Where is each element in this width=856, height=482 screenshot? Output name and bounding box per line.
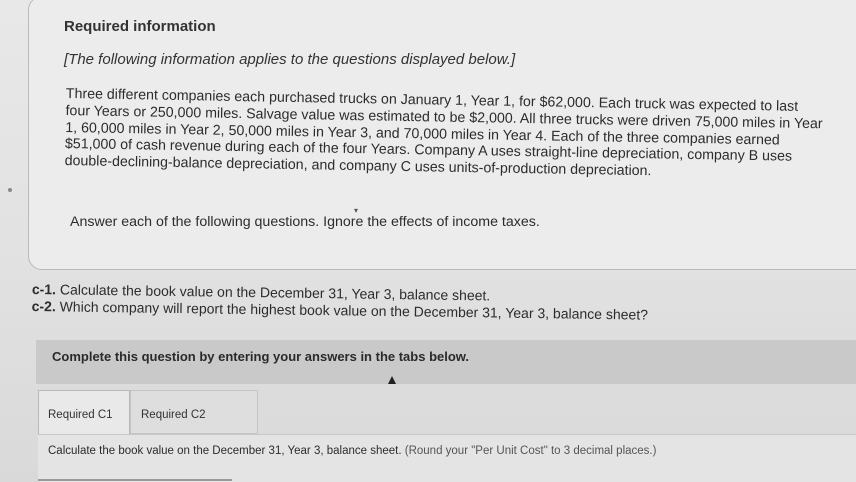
table-header-line [38,479,232,481]
info-body: Three different companies each purchased trucks on January 1, Year 1, for $62,000. Each truck was expected to last four Years or 250,000 miles. Salvage value was estimated to be $2,000. All three trucks were driven 75,000 miles in Year 1, 60,000 miles in Year 2, 50,000 miles in Year 3, and 70,000 miles in Year 4. Each of the three companies earned $51,000 of cash revenue during each of the four Years. Company A uses straight-line depreciation, company B uses double-declining-balance depreciation, and company C uses units-of-production depreciation. [64,86,823,180]
tab-content [38,434,856,482]
mouse-cursor-icon [388,376,396,384]
question-label: c-2. [31,297,56,315]
instruction-text: Complete this question by entering your answers in the tabs below. [52,349,470,364]
tab-required-c2[interactable]: Required C2 [130,390,258,434]
question-text: Calculate the book value on the December 31, Year 3, balance sheet. [55,281,491,304]
caret-icon: ▾ [354,206,359,215]
rounding-hint: (Round your "Per Unit Cost" to 3 decimal places.) [404,445,657,457]
question-label: c-1. [31,281,57,298]
margin-dot [8,188,12,192]
answer-prompt: Answer each of the following questions. Ignore the effects of income taxes. [70,214,540,230]
questions [32,281,649,324]
instruction-bar [36,340,856,384]
info-subtitle: [The following information applies to the questions displayed below.] [64,51,516,68]
info-title: Required information [64,18,216,35]
tab-instruction [48,445,656,457]
tab-instruction-text: Calculate the book value on the December 31, Year 3, balance sheet. [48,445,402,457]
tab-required-c1[interactable]: Required C1 [38,390,130,434]
question-text: Which company will report the highest book value on the December 31, Year 3, balance sheet? [55,298,649,323]
